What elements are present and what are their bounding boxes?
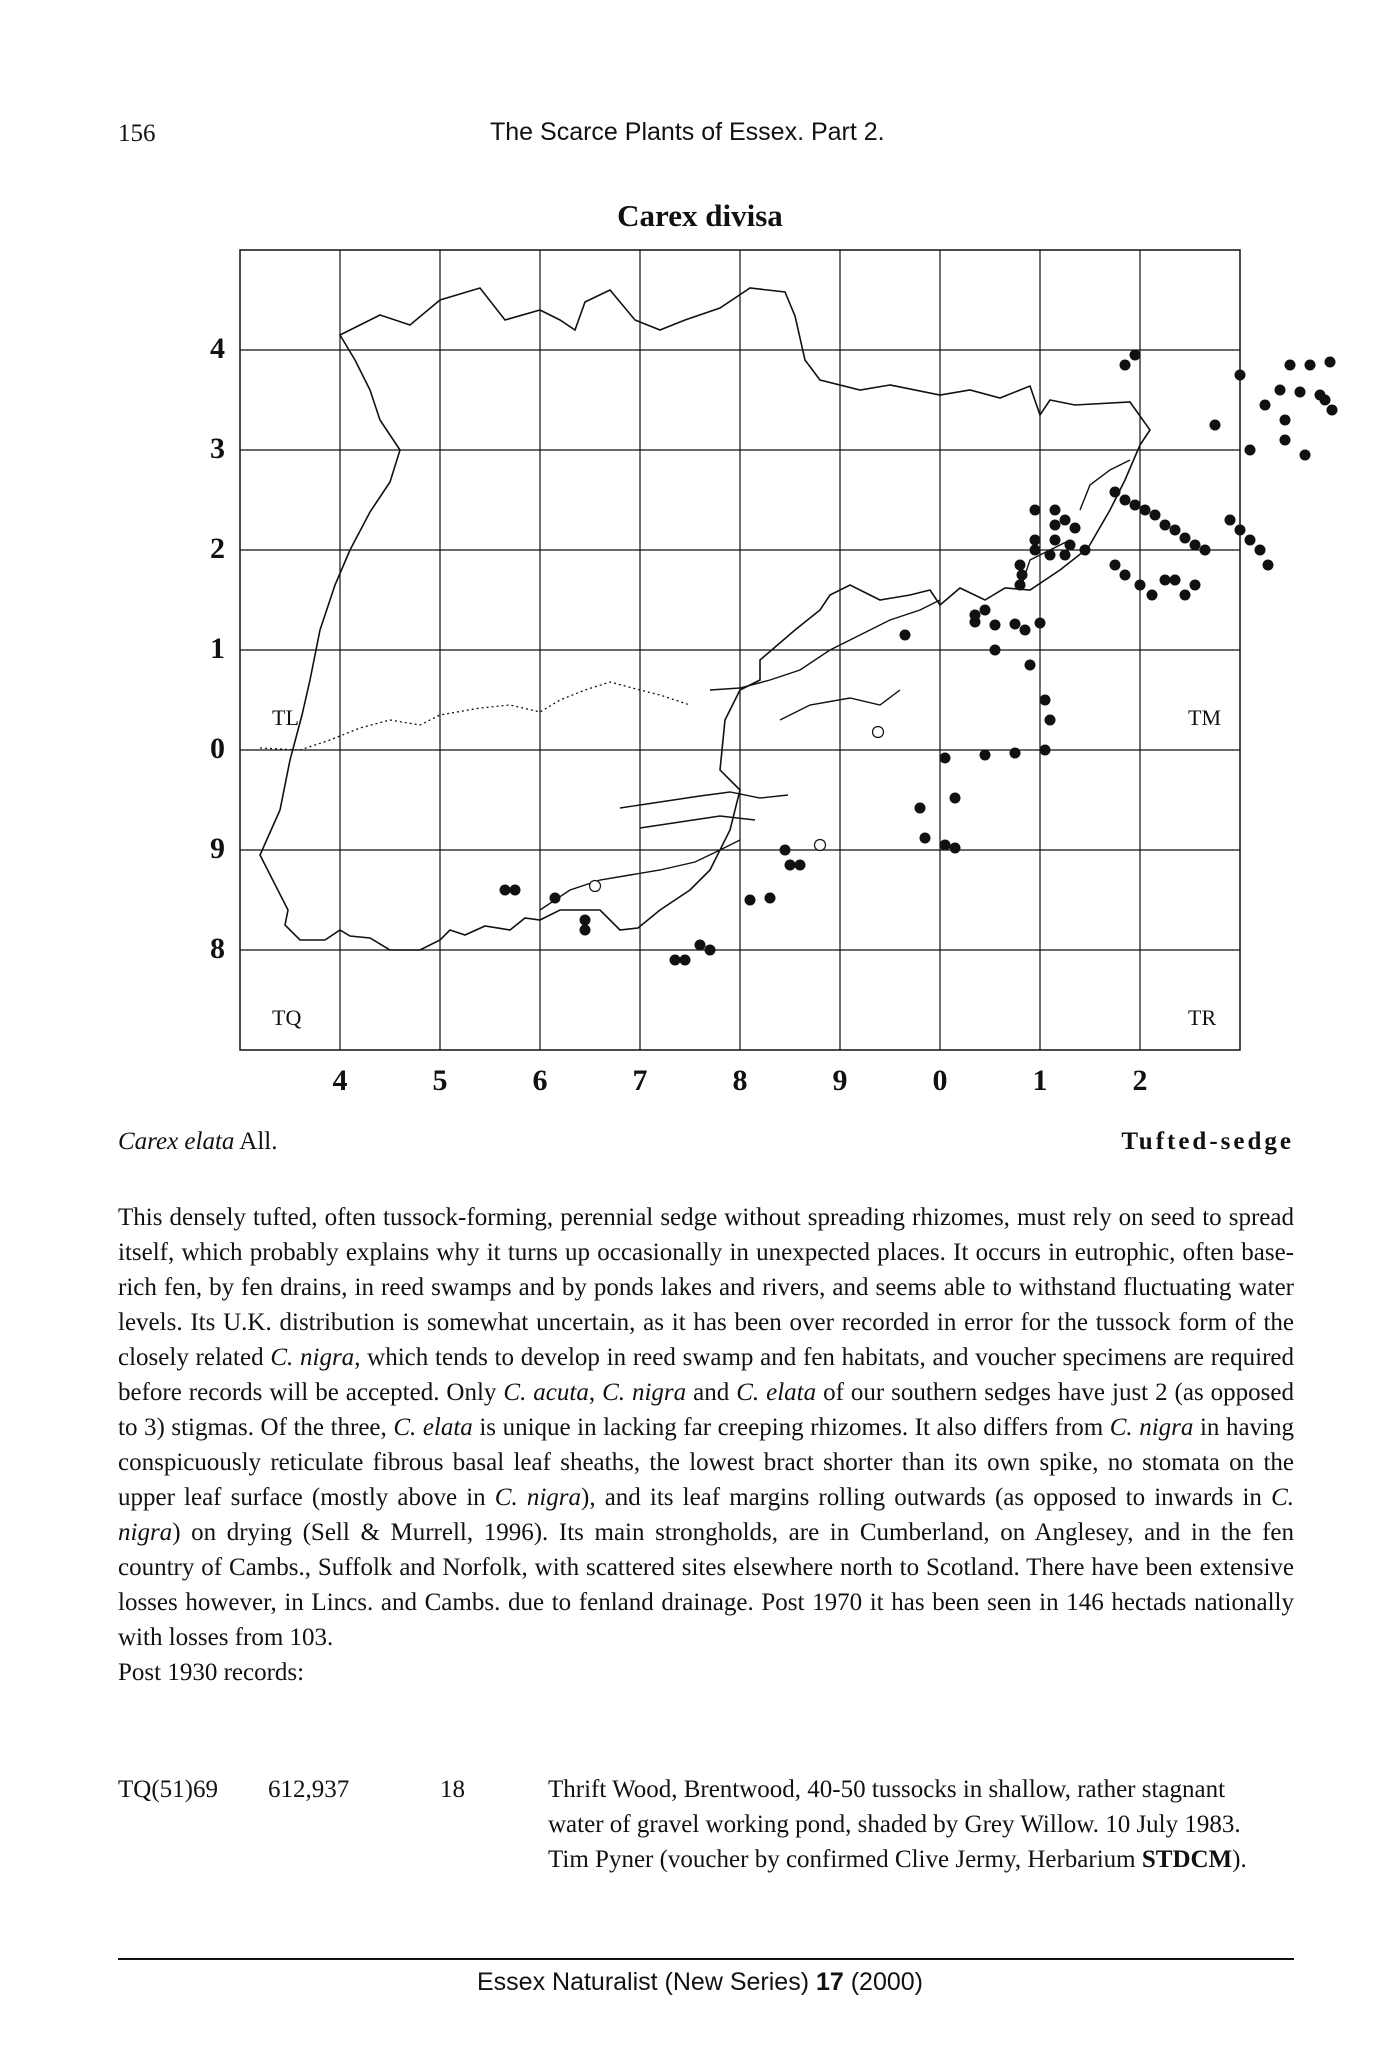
record-dot xyxy=(1080,545,1091,556)
footer-journal: Essex Naturalist (New Series) xyxy=(476,1968,816,1996)
record-dot xyxy=(1327,405,1338,416)
column-label: 7 xyxy=(632,1064,648,1097)
record-dot xyxy=(1065,540,1076,551)
record-dot xyxy=(705,945,716,956)
record-dot xyxy=(1210,420,1221,431)
record-dot xyxy=(1050,535,1061,546)
species-authority: All. xyxy=(239,1128,278,1155)
record-grid-square: TQ(51)69 xyxy=(118,1776,218,1803)
column-label: 6 xyxy=(532,1064,548,1097)
record-dot xyxy=(1147,590,1158,601)
running-title: The Scarce Plants of Essex. Part 2. xyxy=(490,118,885,146)
species-latin-name: Carex elata xyxy=(118,1128,235,1155)
record-dot xyxy=(1030,505,1041,516)
record-dot xyxy=(950,843,961,854)
record-dot xyxy=(1315,390,1326,401)
map-labels xyxy=(210,332,1221,1097)
row-label: 4 xyxy=(210,332,225,365)
record-dot xyxy=(1130,500,1141,511)
record-dot xyxy=(990,620,1001,631)
record-dot xyxy=(580,915,591,926)
record-dot xyxy=(1170,525,1181,536)
record-dot xyxy=(1225,515,1236,526)
record-dot xyxy=(1050,505,1061,516)
account-text: This densely tufted, often tussock-forming, perennial sedge without spreading rhizomes, must rely on seed to spread itself, which probably explains why it turns up occasionally in unexpected places. It occurs in eutrophic, often base-rich fen, by fen drains, in reed swamps and by ponds lakes and rivers, and seems able to withstand fluctuating water levels. Its U.K. distribution is somewhat uncertain, as it has been over recorded in error for the tussock form of the closely related xyxy=(118,1204,1294,1371)
column-label: 5 xyxy=(432,1064,448,1097)
column-label: 9 xyxy=(832,1064,848,1097)
record-dot xyxy=(500,885,511,896)
record-dot xyxy=(680,955,691,966)
record-dot xyxy=(1040,695,1051,706)
record-dot xyxy=(990,645,1001,656)
row-label: 3 xyxy=(210,432,225,465)
species-heading xyxy=(118,1128,1294,1156)
footer-rule xyxy=(118,1958,1294,1960)
record-dot xyxy=(1245,535,1256,546)
page-footer xyxy=(0,1968,1400,1997)
square-label-tm: TM xyxy=(1188,705,1221,730)
species-common-name: Tufted-sedge xyxy=(1121,1128,1294,1155)
account-text: ) on drying (Sell & Murrell, 1996). Its main strongholds, are in Cumberland, on Anglesey, and in the fen country of Cambs., Suffolk and Norfolk, with scattered sites elsewhere north to Scotland. There have been extensive losses however, in Lincs. and Cambs. due to fenland drainage. Post 1970 it has been seen in 146 hectads nationally with losses from 103. xyxy=(118,1519,1294,1651)
record-dot xyxy=(1135,580,1146,591)
column-label: 8 xyxy=(732,1064,748,1097)
column-label: 0 xyxy=(932,1064,948,1097)
species-name-italic: C. nigra xyxy=(1109,1414,1194,1441)
record-dot xyxy=(1045,715,1056,726)
footer-year: (2000) xyxy=(843,1968,923,1996)
record-dot xyxy=(1130,350,1141,361)
record-dot xyxy=(1200,545,1211,556)
record-dot xyxy=(1245,445,1256,456)
record-dot xyxy=(745,895,756,906)
account-text: is unique in lacking far creeping rhizomes. It also differs from xyxy=(472,1414,1110,1441)
record-dot xyxy=(695,940,706,951)
map-grid xyxy=(240,250,1240,1050)
record-herbarium: STDCM xyxy=(1141,1846,1233,1873)
species-name-italic: C. acuta xyxy=(503,1379,589,1406)
record-dot xyxy=(1025,660,1036,671)
species-name-italic: C. nigra xyxy=(494,1484,581,1511)
record-dot xyxy=(1140,505,1151,516)
record-dot xyxy=(1110,560,1121,571)
account-text: ), and its leaf margins rolling outwards (as opposed to inwards in xyxy=(581,1484,1272,1511)
estuary-crouch xyxy=(620,792,788,828)
record-description-text: Thrift Wood, Brentwood, 40-50 tussocks in shallow, rather stagnant water of gravel working pond, shaded by Grey Willow. 10 July 1983. Tim Pyner (voucher by confirmed Clive Jermy, Herbarium xyxy=(548,1776,1241,1873)
record-dot xyxy=(580,925,591,936)
page-number: 156 xyxy=(118,120,156,147)
record-dot xyxy=(1180,533,1191,544)
square-label-tl: TL xyxy=(272,705,299,730)
record-dot xyxy=(1325,357,1336,368)
record-dot xyxy=(1010,748,1021,759)
species-name-italic: C. nigra xyxy=(602,1379,687,1406)
account-text: and xyxy=(686,1379,737,1406)
species-name-italic: C. nigra xyxy=(118,1484,1294,1546)
records-heading: Post 1930 records: xyxy=(118,1659,305,1686)
record-dot xyxy=(1190,540,1201,551)
record-dot xyxy=(1015,560,1026,571)
account-text: , xyxy=(588,1379,603,1406)
tl-tq-boundary xyxy=(260,682,690,750)
distribution-map xyxy=(210,250,1240,1100)
record-dot xyxy=(940,753,951,764)
record-dot xyxy=(1060,515,1071,526)
account-text: of our southern sedges have just 2 (as opposed to 3) stigmas. Of the three, xyxy=(118,1379,1295,1441)
record-dot xyxy=(1150,510,1161,521)
record-open-circle xyxy=(815,840,826,851)
record-dot xyxy=(1170,575,1181,586)
row-label: 8 xyxy=(210,932,225,965)
record-dot xyxy=(1235,370,1246,381)
record-dot xyxy=(1030,545,1041,556)
record-grid-ref: 612,937 xyxy=(268,1776,350,1803)
record-dot xyxy=(970,610,981,621)
species-name-italic: C. elata xyxy=(736,1379,817,1406)
record-open-circle xyxy=(873,727,884,738)
record-dot xyxy=(1030,535,1041,546)
column-label: 2 xyxy=(1132,1064,1148,1097)
record-dot xyxy=(1040,745,1051,756)
record-dot xyxy=(1295,387,1306,398)
record-dot xyxy=(1035,618,1046,629)
footer-volume: 17 xyxy=(815,1968,844,1996)
record-dot xyxy=(1110,487,1121,498)
row-label: 9 xyxy=(210,832,225,865)
record-dot xyxy=(1280,415,1291,426)
record-dot xyxy=(1160,520,1171,531)
record-dot xyxy=(920,833,931,844)
species-name-italic: C. elata xyxy=(393,1414,473,1441)
column-label: 1 xyxy=(1032,1064,1048,1097)
record-dot xyxy=(1050,520,1061,531)
row-label: 1 xyxy=(210,632,225,665)
row-label: 0 xyxy=(210,732,225,765)
record-dot xyxy=(1120,570,1131,581)
map-title: Carex divisa xyxy=(617,198,783,233)
record-dot xyxy=(980,605,991,616)
column-label: 4 xyxy=(332,1064,348,1097)
record-dot xyxy=(1010,619,1021,630)
record-dot xyxy=(670,955,681,966)
record-dot xyxy=(1120,495,1131,506)
record-dot xyxy=(1120,360,1131,371)
record-number: 18 xyxy=(440,1776,465,1803)
record-dot xyxy=(1305,360,1316,371)
record-dot xyxy=(1285,360,1296,371)
record-open-circle xyxy=(590,881,601,892)
square-label-tr: TR xyxy=(1188,1005,1217,1030)
record-dot xyxy=(1190,580,1201,591)
record-dot xyxy=(1060,550,1071,561)
record-dot xyxy=(1263,560,1274,571)
record-dot xyxy=(900,630,911,641)
account-paragraph xyxy=(118,1200,1294,1655)
row-label: 2 xyxy=(210,532,225,565)
record-dot xyxy=(1070,523,1081,534)
record-dot xyxy=(940,840,951,851)
record-dot xyxy=(1020,625,1031,636)
record-dot xyxy=(1275,385,1286,396)
record-description-end: ). xyxy=(1232,1846,1247,1873)
record-dot xyxy=(765,893,776,904)
estuary-blackwater xyxy=(710,600,940,720)
species-account xyxy=(118,1200,1294,1690)
record-dot xyxy=(1260,400,1271,411)
account-text: in having conspicuously reticulate fibrous basal leaf sheaths, the lowest bract shorter than its own spike, no stomata on the upper leaf surface (mostly above in xyxy=(118,1414,1294,1511)
record-dot xyxy=(1160,575,1171,586)
record-dot xyxy=(980,750,991,761)
records-layer xyxy=(500,350,1338,966)
record-dot xyxy=(785,860,796,871)
record-dot xyxy=(1255,545,1266,556)
record-dot xyxy=(1180,590,1191,601)
record-dot xyxy=(1280,435,1291,446)
square-label-tq: TQ xyxy=(272,1005,302,1030)
record-dot xyxy=(1017,570,1028,581)
record-dot xyxy=(1015,580,1026,591)
record-description xyxy=(548,1772,1248,1877)
record-dot xyxy=(780,845,791,856)
record-dot xyxy=(1300,450,1311,461)
record-dot xyxy=(950,793,961,804)
record-dot xyxy=(510,885,521,896)
record-dot xyxy=(1045,550,1056,561)
species-name-italic: C. nigra xyxy=(270,1344,355,1371)
account-text: , which tends to develop in reed swamp and fen habitats, and voucher specimens are required before records will be accepted. Only xyxy=(118,1344,1294,1406)
record-dot xyxy=(1235,525,1246,536)
record-dot xyxy=(915,803,926,814)
record-dot xyxy=(795,860,806,871)
record-dot xyxy=(550,893,561,904)
